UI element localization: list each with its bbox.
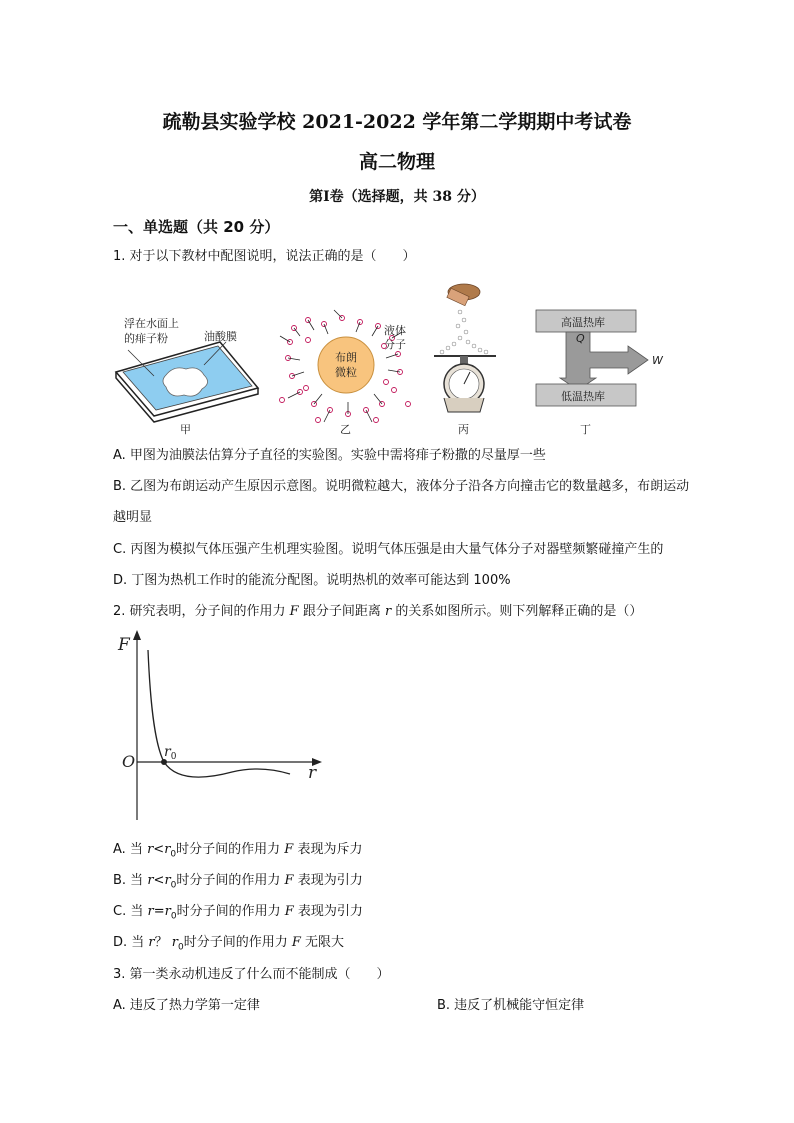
ding-w-label: W	[652, 354, 663, 367]
section-heading: 一、单选题（共 20 分）	[113, 218, 280, 236]
q3-option-b[interactable]: B. 违反了机械能守恒定律	[437, 998, 585, 1013]
caption-ding: 丁	[580, 423, 591, 436]
q1-stem: 1. 对于以下教材中配图说明，说法正确的是（ ）	[113, 249, 416, 264]
yi-label-1: 液体	[384, 324, 406, 337]
q2-option-c[interactable]: C. 当 $r=r_0$时分子间的作用力 F 表现为引力	[113, 904, 363, 922]
caption-jia: 甲	[180, 423, 191, 436]
q2-option-d[interactable]: D. 当 r？ $r_0$时分子间的作用力 F 无限大	[113, 935, 345, 953]
exam-title: 疏勒县实验学校 2021-2022 学年第二学期期中考试卷	[162, 111, 632, 133]
ding-q-label: Q	[576, 332, 585, 345]
jia-label-1: 浮在水面上	[124, 317, 179, 330]
r0-label: $r_0$	[164, 744, 177, 762]
q2-stem: 2. 研究表明，分子间的作用力 F 跟分子间距离 r 的关系如图所示。则下列解释正确的是（）	[113, 604, 643, 619]
subject-title: 高二物理	[358, 151, 435, 173]
yi-label-2: 分子	[384, 338, 406, 351]
jia-label-2: 的痱子粉	[124, 332, 168, 345]
origin-label: O	[122, 752, 136, 771]
q3-stem: 3. 第一类永动机违反了什么而不能制成（ ）	[113, 967, 390, 982]
ding-bottom-label: 低温热库	[561, 390, 605, 403]
volume-title: 第Ⅰ卷（选择题，共 38 分）	[309, 189, 485, 205]
figure-jia	[116, 316, 258, 436]
q1-option-d[interactable]: D. 丁图为热机工作时的能流分配图。说明热机的效率可能达到 100%	[113, 573, 511, 588]
y-axis-label: F	[118, 635, 130, 655]
yi-center-1: 布朗	[335, 351, 357, 364]
q2-option-a[interactable]: A. 当 $r<r_0$时分子间的作用力 F 表现为斥力	[113, 842, 363, 860]
q1-option-a[interactable]: A. 甲图为油膜法估算分子直径的实验图。实验中需将痱子粉撒的尽量厚一些	[113, 448, 546, 463]
q2-option-b[interactable]: B. 当 $r<r_0$时分子间的作用力 F 表现为引力	[113, 873, 363, 891]
q1-option-b[interactable]: B. 乙图为布朗运动产生原因示意图。说明微粒越大，液体分子沿各方向撞击它的数量越多，布朗运动越明显	[113, 479, 690, 525]
figure-ding	[536, 310, 664, 436]
figure-yi	[280, 310, 411, 436]
q3-option-a[interactable]: A. 违反了热力学第一定律	[113, 998, 260, 1013]
q2-force-graph	[112, 628, 332, 826]
q1-figure	[108, 280, 698, 440]
ding-top-label: 高温热库	[561, 316, 605, 329]
caption-bing: 丙	[458, 423, 469, 436]
q1-option-c[interactable]: C. 丙图为模拟气体压强产生机理实验图。说明气体压强是由大量气体分子对器壁频繁碰撞产生的	[113, 542, 664, 557]
x-axis-label: r	[308, 763, 317, 783]
figure-bing	[434, 284, 496, 436]
jia-label-3: 油酸膜	[204, 330, 237, 343]
yi-center-2: 微粒	[335, 366, 357, 379]
caption-yi: 乙	[340, 423, 351, 436]
